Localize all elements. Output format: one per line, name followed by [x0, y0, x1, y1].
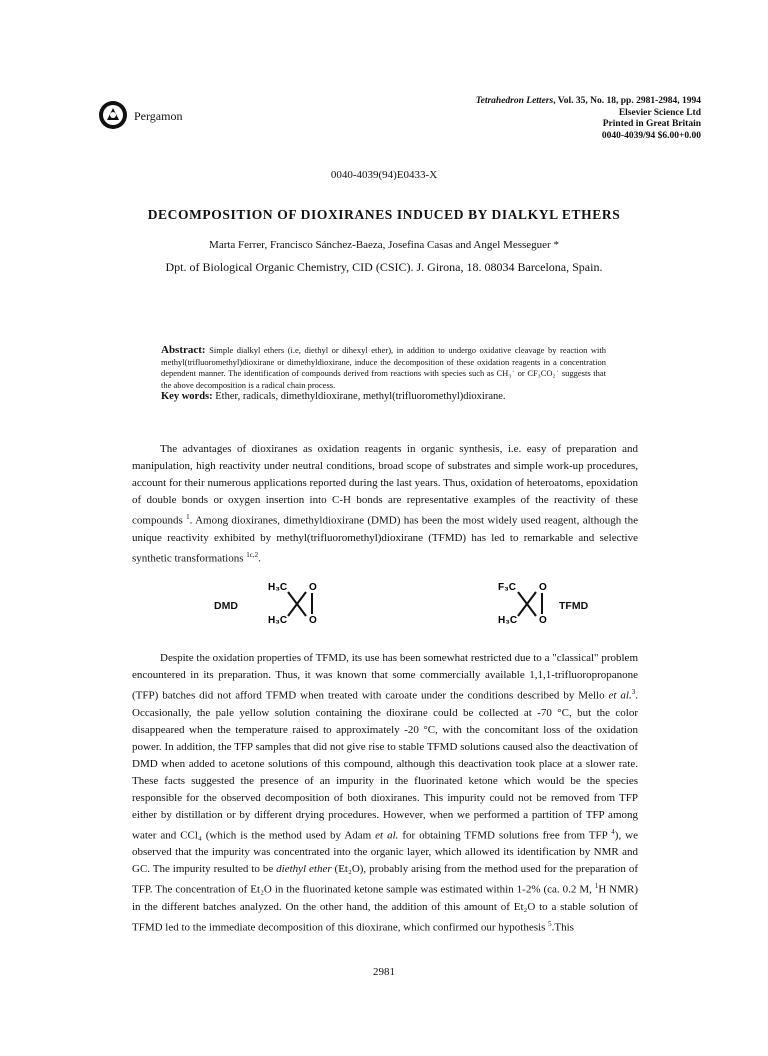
- printed-line: Printed in Great Britain: [602, 119, 701, 129]
- p2-text-f: H NMR) in the different batches analyzed. On the other hand, the addition of this amount of Et₂O to a stable solution of TFMD led to the immediate decomposition of this dioxirane, which confirmed our hypothesis: [132, 883, 638, 934]
- journal-info: [476, 96, 701, 142]
- abstract-text: Simple dialkyl ethers (i.e, diethyl or dihexyl ether), in addition to undergo oxidative cleavage by reaction with methyl(trifluoromethyl)dioxirane or dimethyldioxirane, induce the decomposition of these oxidation reagents in a concentration dependent manner. The identification of compounds derived from reactions with species such as CH₃˙ or CF₃CO₂˙ suggests that the above decomposition is a radical chain process.: [161, 345, 607, 390]
- p2-diethyl-ether: diethyl ether: [276, 863, 332, 876]
- ref-3: 3: [631, 688, 636, 696]
- main-paragraph: [132, 650, 638, 937]
- abstract: [161, 345, 606, 391]
- document-code: 0040-4039(94)E0433-X: [330, 169, 438, 181]
- ref-1c-2: 1c,2: [246, 550, 259, 559]
- affiliation: Dpt. of Biological Organic Chemistry, CID (CSIC). J. Girona, 18. 08034 Barcelona, Spain.: [165, 260, 603, 274]
- dmd-bottom-group: H₃C: [268, 615, 288, 626]
- dmd-structure-drawing: [256, 574, 336, 634]
- publisher-line: Elsevier Science Ltd: [618, 107, 701, 118]
- intro-paragraph: [132, 441, 638, 567]
- tfmd-label: TFMD: [559, 600, 589, 612]
- tfmd-structure: [490, 574, 570, 634]
- keywords-text: Ether, radicals, dimethyldioxirane, methyl(trifluoromethyl)dioxirane.: [215, 391, 506, 402]
- article-title: DECOMPOSITION OF DIOXIRANES INDUCED BY DIALKYL ETHERS: [147, 207, 621, 222]
- keywords: [161, 391, 631, 402]
- p1-text-a: The advantages of dioxiranes as oxidation reagents in organic synthesis, i.e. easy of preparation and manipulation, high reactivity under neutral conditions, broad scope of substrates and simple work-up procedures, account for their numerous applications reported during the last years. Thus, oxidation of heteroatoms, epoxidation of double bonds or oxygen insertion into C-H bonds are representative examples of the reactivity of these compounds: [132, 443, 638, 527]
- p2-text-b: . Occasionally, the pale yellow solution containing the dioxirane could be collected at -70 °C, but the color disappeared when the temperature raised to approximately -20 °C, with the concomitant loss of the oxidation power. In addition, the TFP samples that did not give rise to stable TFMD solutions caused also the deactivation of DMD when added to acetone solutions of this compound, although this deactivation took place at a slower rate. These facts suggested the presence of an impurity in the fluorinated ketone which would be the species responsible for the observed decomposition of both dioxiranes. This impurity could not be removed from TFP either by distillation or by different drying procedures. However, when we performed a partition of TFP among water and CCl₄ (which is the method used by Adam: [132, 689, 638, 842]
- page-number: 2981: [373, 966, 395, 978]
- dmd-label: DMD: [214, 600, 238, 612]
- p1-text-c: .: [258, 552, 261, 565]
- p2-text-g: .This: [551, 921, 574, 934]
- ref-1h: 1: [594, 882, 599, 891]
- p2-text-c: for obtaining TFMD solutions free from TFP: [398, 829, 612, 842]
- p1-text-b: . Among dioxiranes, dimethyldioxirane (DMD) has been the most widely used reagent, although the unique reactivity exhibited by methyl(trifluoromethyl)dioxirane (TFMD) has led to remarkable and selective synthetic transformations: [132, 514, 638, 565]
- p2-etal-1: et al.: [608, 689, 632, 702]
- dmd-top-group: H₃C: [268, 582, 288, 593]
- tfmd-structure-drawing: [490, 574, 570, 634]
- ref-4: 4: [611, 827, 615, 836]
- p2-text-a: Despite the oxidation properties of TFMD, its use has been somewhat restricted due to a "classical" problem encountered in its preparation. Thus, it was known that some commercially available 1,1,1-trifluoropropanone (TFP) batches did not afford TFMD when treated with caroate under the conditions described by Mello: [132, 652, 638, 702]
- keywords-label: Key words:: [161, 391, 213, 402]
- tfmd-top-group: F₃C: [498, 582, 516, 593]
- publisher-name: Pergamon: [134, 109, 183, 123]
- tfmd-bottom-group: H₃C: [498, 615, 518, 626]
- p2-text-e: (Et₂O), probably arising from the method used for the preparation of TFP. The concentration of Et₂O in the fluorinated ketone sample was estimated within 1-2% (ca. 0.2 M,: [132, 863, 638, 896]
- tfmd-oxygen-bottom: O: [539, 615, 547, 626]
- pergamon-logo-icon: [98, 100, 128, 130]
- authors: Marta Ferrer, Francisco Sánchez-Baeza, Josefina Casas and Angel Messeguer *: [209, 239, 559, 251]
- abstract-label: Abstract:: [161, 344, 206, 356]
- p2-text-d: ), we observed that the impurity was concentrated into the organic layer, which allowed its identification by NMR and GC. The impurity resulted to be: [132, 829, 638, 876]
- dmd-structure: [256, 574, 336, 634]
- tfmd-oxygen-top: O: [539, 582, 547, 593]
- ref-5: 5: [548, 919, 552, 928]
- journal-title: Tetrahedron Letters: [475, 96, 554, 106]
- p2-etal-2: et al.: [375, 829, 399, 842]
- dmd-oxygen-bottom: O: [309, 615, 317, 626]
- issn-line: 0040-4039/94 $6.00+0.00: [601, 130, 701, 141]
- ref-1: 1: [186, 513, 190, 521]
- dmd-oxygen-top: O: [309, 582, 317, 593]
- journal-details: , Vol. 35, No. 18, pp. 2981-2984, 1994: [553, 96, 701, 106]
